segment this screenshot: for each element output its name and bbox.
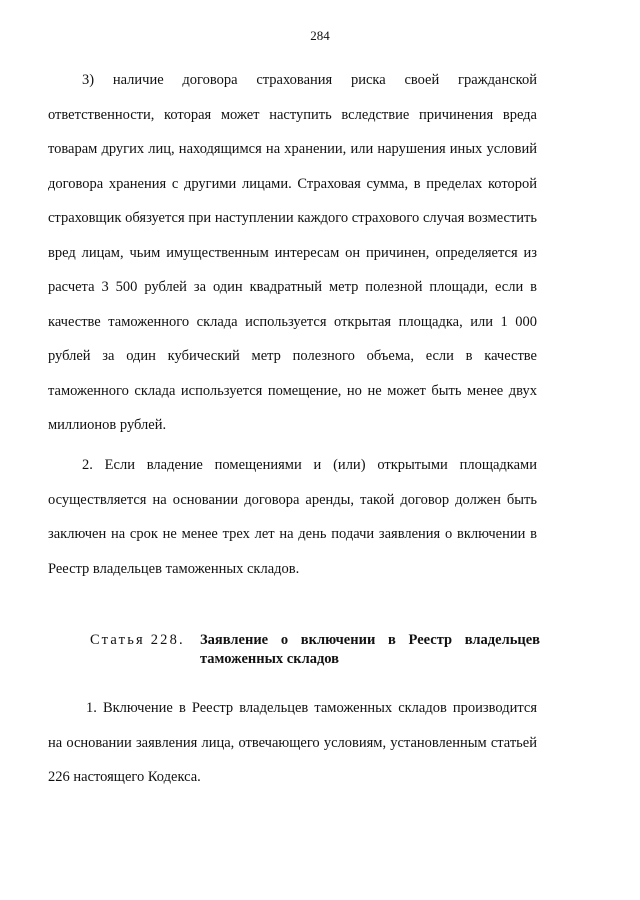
paragraph-registry-inclusion: 1. Включение в Реестр владельцев таможенных складов производится на основании заявления лица, отвечающего условиям, установленным статьей 226 настоящего Кодекса. xyxy=(48,700,537,785)
paragraph-insurance-condition: 3) наличие договора страхования риска своей гражданской ответственности, которая может наступить вследствие причинения вреда товарам других лиц, находящимся на хранении, или нарушения иных условий договора хранения с другими лицами. Страховая сумма, в пределах которой страховщик обязуется при наступлении каждого страхового случая возместить вред лицам, чьим имущественным интересам он причинен, определяется из расчета 3 500 рублей за один квадратный метр полезной площади, если в качестве таможенного склада используется открытая площадка, или 1 000 рублей за один кубический метр полезного объема, если в качестве таможенного склада используется помещение, но не может быть менее двух миллионов рублей. xyxy=(48,72,537,433)
page-number: 284 xyxy=(310,28,330,43)
article-title: Заявление о включении в Реестр владельцев таможенных складов xyxy=(200,632,540,667)
paragraph-lease-condition: 2. Если владение помещениями и (или) открытыми площадками осуществляется на основании договора аренды, такой договор должен быть заключен на срок не менее трех лет на день подачи заявления о включении в Реестр владельцев таможенных складов. xyxy=(48,457,537,577)
article-label: Статья 228. xyxy=(90,632,185,648)
